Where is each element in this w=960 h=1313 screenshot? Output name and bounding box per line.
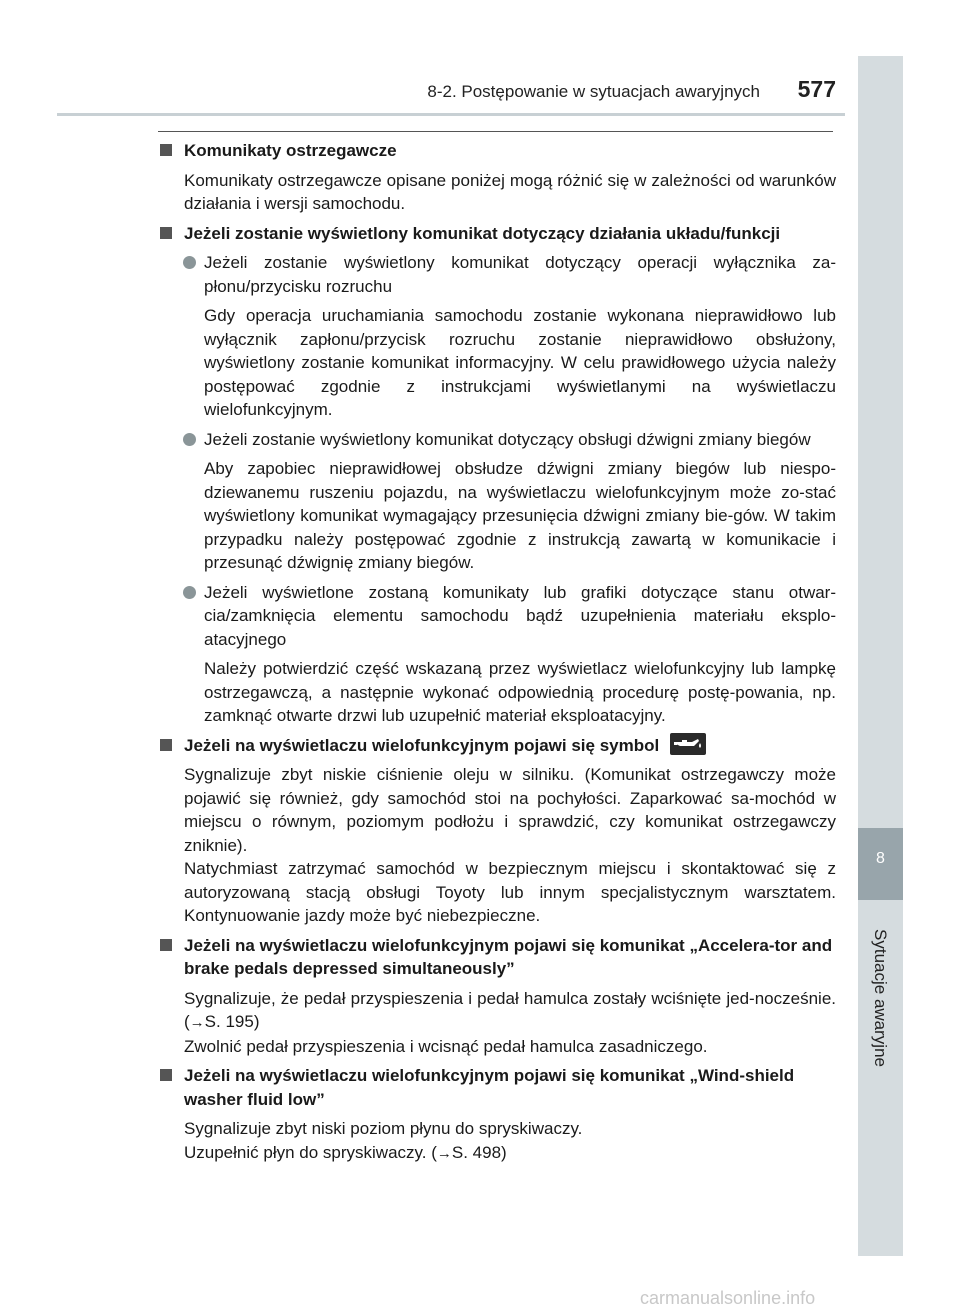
page-content [160,139,836,1171]
bullet-title [160,251,836,298]
bullet-title-text: Jeżeli zostanie wyświetlony komunikat dotyczący obsługi dźwigni zmiany biegów [204,429,811,449]
section-title [160,1064,836,1111]
section-washer-message [160,1064,836,1165]
square-bullet-icon [160,227,172,239]
section-title [160,934,836,981]
section-title [160,734,836,758]
bullet-title-text: Jeżeli zostanie wyświetlony komunikat dotyczący operacji wyłącznika za-płonu/przycisku rozruchu [204,253,836,296]
bullet-paragraph: Gdy operacja uruchamiania samochodu zostanie wykonana nieprawidłowo lub wyłącznik zapłonu/przycisk rozruchu zostanie nieprawidłowo obsłużony, wyświetlony zostanie komunikat informacyjny. W celu prawidłowego użycia należy postępować zgodnie z instrukcjami wyświetlanymi na wyświetlaczu wielofunkcyjnym. [204,306,836,419]
oil-pressure-icon [670,733,706,755]
paragraph-text: ) [501,1142,507,1162]
section-warning-messages [160,139,836,216]
bullet-title [160,581,836,652]
arrow-right-icon: → [436,1144,452,1162]
header-section-title: 8-2. Postępowanie w sytuacjach awaryjnych [427,82,760,101]
section-title [160,222,836,246]
circle-bullet-icon [183,586,196,599]
bullet-title-text: Jeżeli wyświetlone zostaną komunikaty lub grafiki dotyczące stanu otwar-cia/zamknięcia elementu samochodu bądź uzupełnienia materiału eksplo-atacyjnego [204,582,836,649]
page-reference: S. 195 [204,1012,254,1032]
bullet-title [160,428,836,452]
chapter-number: 8 [876,850,885,867]
square-bullet-icon [160,144,172,156]
section-system-messages [160,222,836,728]
section-pedals-message [160,934,836,1059]
watermark: carmanualsonline.info [640,1288,816,1308]
section-title-text: Jeżeli na wyświetlaczu wielofunkcyjnym pojawi się komunikat „Wind-shield washer fluid low” [184,1066,795,1109]
chapter-tab-strip [858,56,903,1256]
square-bullet-icon [160,739,172,751]
square-bullet-icon [160,939,172,951]
bullet-paragraph: Należy potwierdzić część wskazaną przez wyświetlacz wielofunkcyjny lub lampkę ostrzegawczą, a następnie wykonać odpowiednią procedurę postę-powania, np. zamknąć otwarte drzwi lub uzupełnić materiał eksploatacyjny. [204,659,836,725]
paragraph: Zwolnić pedał przyspieszenia i wcisnąć pedał hamulca zasadniczego. [184,1036,708,1056]
chapter-label: Sytuacje awaryjne [871,929,890,1067]
paragraph: Sygnalizuje zbyt niski poziom płynu do spryskiwaczy. [184,1119,583,1139]
content-top-rule [158,131,833,132]
paragraph-text: ) [253,1012,260,1032]
paragraph-text: Uzupełnić płyn do spryskiwaczy. ( [184,1142,437,1162]
paragraph: Natychmiast zatrzymać samochód w bezpiecznym miejscu i skontaktować się z autoryzowaną stacją obsługi Toyoty lub innym specjalistycznym warsztatem. Kontynuowanie jazdy może być niebezpieczne. [184,859,836,926]
bullet-paragraph: Aby zapobiec nieprawidłowej obsłudze dźwigni zmiany biegów lub niespo-dziewanemu ruszeniu pojazdu, na wyświetlaczu wielofunkcyjnym może zo-stać wyświetlony komunikat wymagający przesunięcia dźwigni zmiany bie-gów. W takim przypadku należy postępować zgodnie z instrukcją zawartą w komunikacie i przesunąć dźwignię zmiany biegów. [204,459,836,572]
section-title-text: Jeżeli na wyświetlaczu wielofunkcyjnym pojawi się symbol [184,735,660,755]
section-title-text: Jeżeli na wyświetlaczu wielofunkcyjnym pojawi się komunikat „Accelera-tor and brake pedals depressed simultaneously” [184,935,833,979]
square-bullet-icon [160,1069,172,1081]
paragraph: Komunikaty ostrzegawcze opisane poniżej mogą różnić się w zależności od warunków działania i wersji samochodu. [184,170,836,213]
paragraph-text: Sygnalizuje, że pedał przyspieszenia i pedał hamulca zostały wciśnięte jed-nocześnie. ( [184,988,836,1032]
circle-bullet-icon [183,256,196,269]
arrow-right-icon: → [189,1014,205,1032]
header-divider [57,113,845,116]
section-title-text: Komunikaty ostrzegawcze [184,141,397,160]
circle-bullet-icon [183,433,196,446]
paragraph [160,987,836,1035]
page-number: 577 [797,76,836,102]
section-oil-symbol [160,734,836,928]
page-reference: S. 498 [451,1142,502,1162]
paragraph [160,1141,836,1166]
paragraph: Sygnalizuje zbyt niskie ciśnienie oleju w silniku. (Komunikat ostrzegawczy może pojawić się również, gdy samochód stoi na pochyłości. Zaparkować sa-mochód w miejscu o równym, poziomym podłożu i sprawdzić, czy komunikat ostrzegawczy zniknie). [184,765,836,855]
section-title [160,139,836,163]
section-title-text: Jeżeli zostanie wyświetlony komunikat dotyczący działania układu/funkcji [184,223,781,243]
